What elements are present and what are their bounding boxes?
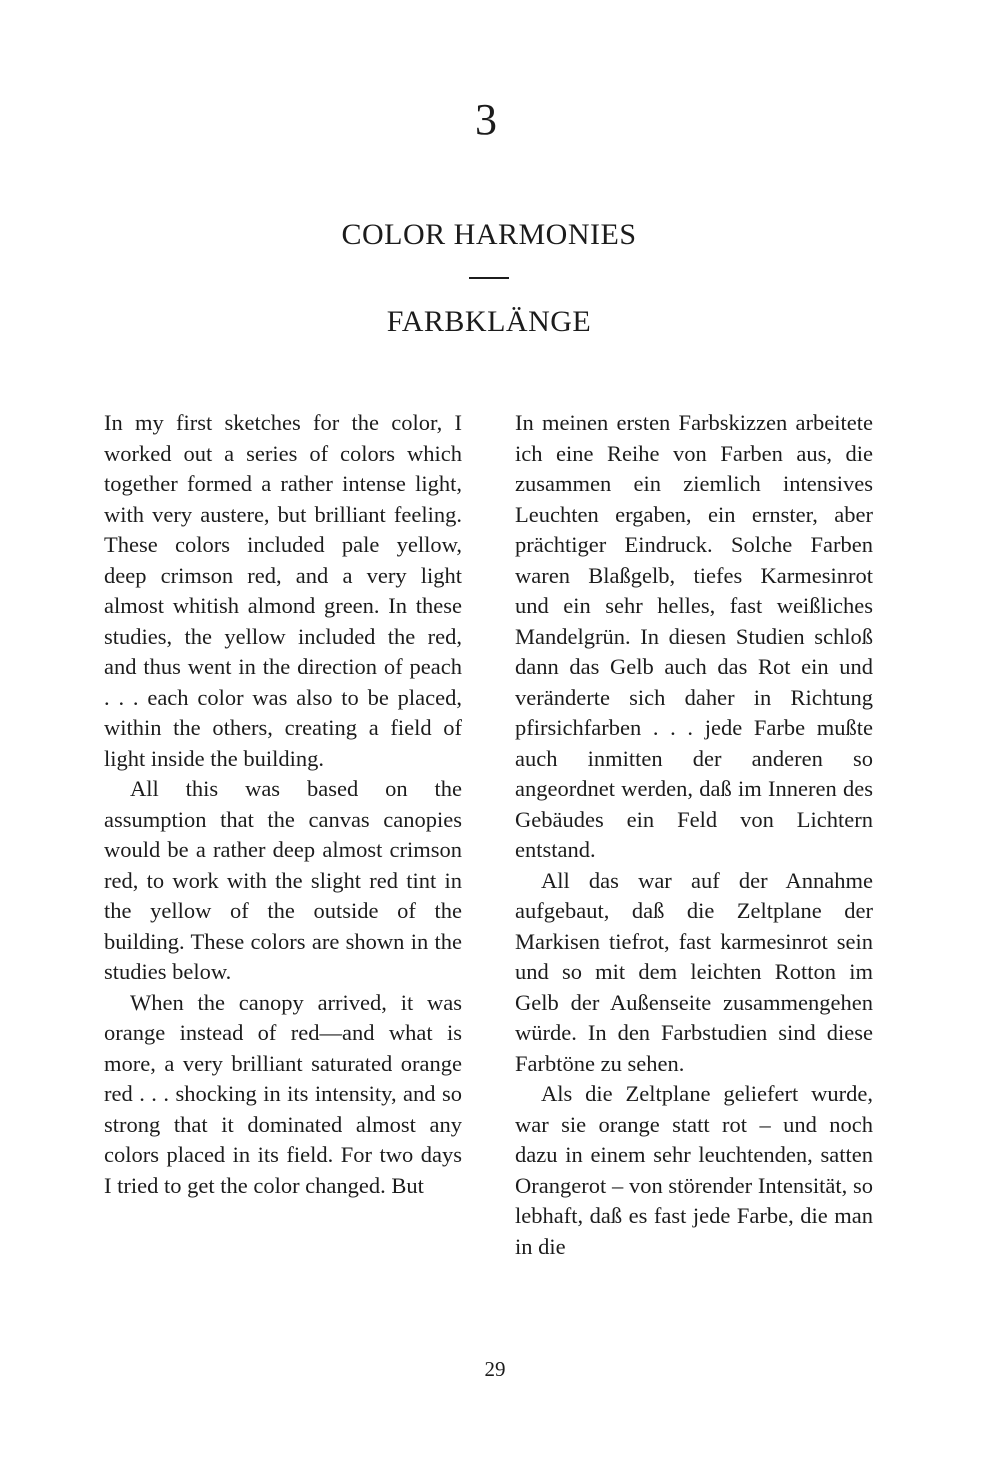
english-paragraph-1: In my first sketches for the color, I worked out a series of colors which together formed a rather intense light, with very austere, but brilliant feeling. These colors included pale yellow, deep crimson red, and a very light almost whitish almond green. In these studies, the yellow included the red, and thus went in the direction of peach . . . each color was also to be placed, within the others, creating a field of light inside the building. (104, 410, 462, 771)
english-paragraph-2: All this was based on the assumption that the canvas canopies would be a rather deep almost crimson red, to work with the slight red tint in the yellow of the outside of the building. These colors are shown in the studies below. (104, 776, 462, 984)
english-paragraph-3: When the canopy arrived, it was orange instead of red—and what is more, a very brilliant saturated orange red . . . shocking in its intensity, and so strong that it dominated almost any colors placed in its field. For two days I tried to get the color changed. But (104, 989, 462, 1198)
title-separator-dash (469, 277, 509, 279)
chapter-title-german: FARBKLÄNGE (386, 305, 592, 338)
english-text-column (104, 408, 462, 1201)
german-paragraph-1: In meinen ersten Farbskizzen arbeitete ich eine Reihe von Farben aus, die zusammen ein ziemlich intensives Leuchten ergaben, ein ernster, aber prächtiger Eindruck. Solche Farben waren Blaßgelb, tiefes Karmesinrot und ein sehr helles, fast weißliches Mandelgrün. In diesen Studien schloß dann das Gelb auch das Rot ein und veränderte sich daher in Richtung pfirsichfarben . . . jede Farbe mußte auch inmitten der anderen so angeordnet werden, daß im Inneren des Gebäudes ein Feld von Lichtern entstand. (515, 410, 873, 862)
german-text-column (515, 408, 873, 1262)
chapter-title-english: COLOR HARMONIES (341, 218, 637, 251)
page-number: 29 (484, 1357, 506, 1381)
german-paragraph-2: All das war auf der Annahme aufgebaut, daß die Zeltplane der Markisen tiefrot, fast karmesinrot sein und so mit dem leichten Rotton im Gelb der Außenseite zusammengehen würde. In den Farbstudien sind diese Farbtöne zu sehen. (515, 867, 873, 1076)
chapter-number: 3 (475, 95, 497, 144)
german-paragraph-3: Als die Zeltplane geliefert wurde, war sie orange statt rot – und noch dazu in einem sehr leuchtenden, satten Orangerot – von störender Intensität, so lebhaft, daß es fast jede Farbe, die man in die (515, 1081, 873, 1259)
